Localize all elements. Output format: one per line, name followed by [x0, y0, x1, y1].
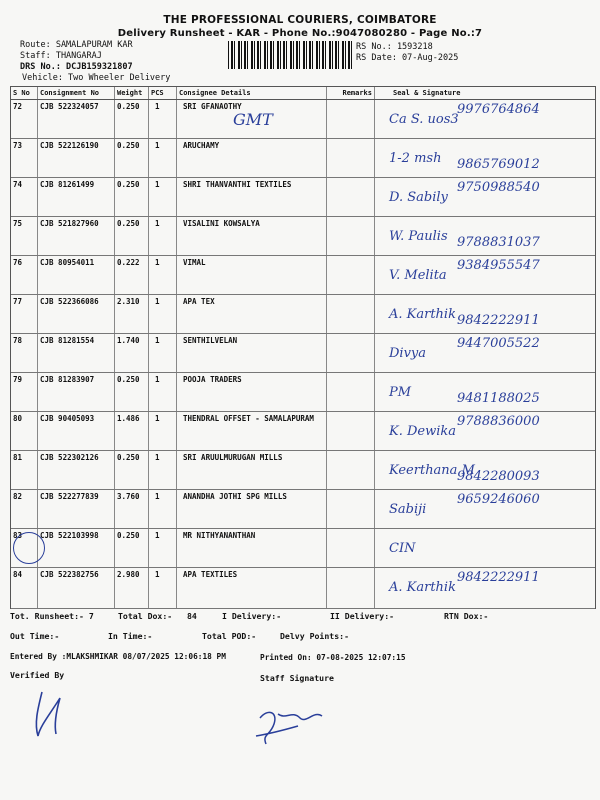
- company-title: THE PROFESSIONAL COURIERS, COIMBATORE: [163, 14, 437, 26]
- cell-pcs: 1: [149, 451, 177, 489]
- cell-weight: 3.760: [115, 490, 149, 528]
- cell-details: SHRI THANVANTHI TEXTILES: [177, 178, 327, 216]
- cell-remarks: [327, 100, 375, 138]
- cell-sno: 76: [11, 256, 38, 294]
- cell-weight: 0.250: [115, 373, 149, 411]
- cell-consignment: CJB 522126190: [38, 139, 115, 177]
- cell-remarks: [327, 295, 375, 333]
- in-time: In Time:-: [108, 631, 153, 641]
- col-weight: Weight: [115, 87, 149, 99]
- cell-seal-signature: [375, 139, 595, 177]
- cell-remarks: [327, 412, 375, 450]
- handwritten-signature: K. Dewika: [389, 424, 457, 439]
- cell-sno: 84: [11, 568, 38, 608]
- circled-mark: [13, 532, 45, 564]
- handwritten-phone: 9842280093: [457, 469, 540, 484]
- cell-details: APA TEXTILES: [177, 568, 327, 608]
- table-header: [11, 87, 595, 100]
- col-pcs: PCS: [149, 87, 177, 99]
- handwritten-phone: 9842222911: [457, 570, 540, 585]
- cell-details: VIMAL: [177, 256, 327, 294]
- cell-pcs: 1: [149, 100, 177, 138]
- cell-consignment: CJB 522366086: [38, 295, 115, 333]
- delvy-points: Delvy Points:-: [280, 631, 350, 641]
- handwritten-phone: 9788836000: [457, 414, 540, 429]
- cell-pcs: 1: [149, 412, 177, 450]
- rs-number: RS No.: 1593218: [356, 42, 433, 52]
- cell-pcs: 1: [149, 295, 177, 333]
- handwritten-signature: Sabiji: [389, 502, 427, 517]
- cell-seal-signature: [375, 256, 595, 294]
- staff-signature-label: Staff Signature: [260, 673, 334, 683]
- cell-weight: 1.740: [115, 334, 149, 372]
- cell-sno: 75: [11, 217, 38, 255]
- col-sno: S No: [11, 87, 38, 99]
- cell-remarks: [327, 568, 375, 608]
- cell-details: ANANDHA JOTHI SPG MILLS: [177, 490, 327, 528]
- handwritten-signature: Keerthana M: [389, 463, 475, 478]
- cell-weight: 0.222: [115, 256, 149, 294]
- cell-details: POOJA TRADERS: [177, 373, 327, 411]
- handwritten-signature: CIN: [389, 541, 416, 556]
- staff-label: Staff: THANGARAJ: [20, 51, 102, 61]
- verified-signature: [20, 678, 90, 748]
- cell-weight: 1.486: [115, 412, 149, 450]
- cell-details: VISALINI KOWSALYA: [177, 217, 327, 255]
- cell-seal-signature: [375, 568, 595, 608]
- table-row: [11, 217, 595, 256]
- vehicle-label: Vehicle: Two Wheeler Delivery: [22, 73, 171, 83]
- handwritten-signature: Divya: [389, 346, 427, 361]
- handwritten-signature: A. Karthik: [389, 580, 456, 595]
- cell-seal-signature: [375, 529, 595, 567]
- cell-consignment: CJB 522103998: [38, 529, 115, 567]
- cell-sno: 78: [11, 334, 38, 372]
- table-row: [11, 178, 595, 217]
- table-row: [11, 373, 595, 412]
- staff-signature: [248, 690, 338, 760]
- table-row: [11, 529, 595, 568]
- cell-consignment: CJB 522277839: [38, 490, 115, 528]
- cell-pcs: 1: [149, 568, 177, 608]
- ii-delivery: II Delivery:-: [330, 611, 395, 621]
- cell-details: SRI ARUULMURUGAN MILLS: [177, 451, 327, 489]
- cell-consignment: CJB 81283907: [38, 373, 115, 411]
- runsheet-title: Delivery Runsheet - KAR - Phone No.:9047080280 - Page No.:7: [117, 28, 483, 39]
- cell-seal-signature: [375, 490, 595, 528]
- cell-consignment: CJB 521827960: [38, 217, 115, 255]
- table-row: [11, 334, 595, 373]
- handwritten-phone: 9659246060: [457, 492, 540, 507]
- cell-consignment: CJB 522382756: [38, 568, 115, 608]
- route-label: Route: SAMALAPURAM KAR: [20, 40, 133, 50]
- cell-details: APA TEX: [177, 295, 327, 333]
- cell-weight: 0.250: [115, 529, 149, 567]
- cell-consignment: CJB 81261499: [38, 178, 115, 216]
- cell-pcs: 1: [149, 178, 177, 216]
- cell-pcs: 1: [149, 529, 177, 567]
- entered-by: Entered By :MLAKSHMIKAR 08/07/2025 12:06:18 PM: [10, 652, 226, 661]
- cell-details: THENDRAL OFFSET - SAMALAPURAM: [177, 412, 327, 450]
- printed-on: Printed On: 07-08-2025 12:07:15: [260, 653, 406, 662]
- cell-consignment: CJB 81281554: [38, 334, 115, 372]
- handwritten-phone: 9865769012: [457, 157, 540, 172]
- cell-consignment: CJB 90405093: [38, 412, 115, 450]
- barcode: [228, 41, 352, 69]
- col-details: Consignee Details: [177, 87, 327, 99]
- drs-number: DRS No.: DCJB159321807: [20, 62, 133, 72]
- handwritten-phone: 9842222911: [457, 313, 540, 328]
- table-row: [11, 490, 595, 529]
- tot-runsheet: Tot. Runsheet:- 7: [10, 611, 94, 621]
- cell-remarks: [327, 139, 375, 177]
- cell-sno: 74: [11, 178, 38, 216]
- cell-consignment: CJB 522324057: [38, 100, 115, 138]
- handwritten-signature: A. Karthik: [389, 307, 456, 322]
- cell-details: SRI GFANAOTHY: [177, 100, 327, 138]
- cell-weight: 2.310: [115, 295, 149, 333]
- col-seal: Seal & Signature: [393, 89, 461, 97]
- handwritten-signature: PM: [389, 385, 412, 400]
- cell-sno: 83: [11, 529, 38, 567]
- cell-seal-signature: [375, 295, 595, 333]
- out-time: Out Time:-: [10, 631, 60, 641]
- handwritten-phone: 9976764864: [457, 102, 540, 117]
- handwritten-signature: W. Paulis: [389, 229, 448, 244]
- cell-seal-signature: [375, 217, 595, 255]
- cell-sno: 77: [11, 295, 38, 333]
- handwritten-signature: D. Sabily: [389, 190, 448, 205]
- cell-seal-signature: [375, 451, 595, 489]
- handwritten-signature: 1-2 msh: [389, 151, 442, 166]
- cell-remarks: [327, 373, 375, 411]
- cell-details: SENTHILVELAN: [177, 334, 327, 372]
- cell-details: MR NITHYANANTHAN: [177, 529, 327, 567]
- handwritten-phone: 9447005522: [457, 336, 540, 351]
- cell-pcs: 1: [149, 490, 177, 528]
- delivery-table: [10, 86, 596, 609]
- cell-seal-signature: [375, 100, 595, 138]
- cell-remarks: [327, 178, 375, 216]
- cell-pcs: 1: [149, 334, 177, 372]
- cell-pcs: 1: [149, 217, 177, 255]
- cell-remarks: [327, 451, 375, 489]
- handwritten-remark: GMT: [233, 110, 273, 129]
- handwritten-phone: 9750988540: [457, 180, 540, 195]
- cell-sno: 80: [11, 412, 38, 450]
- total-dox-value: 84: [187, 611, 197, 621]
- rs-date: RS Date: 07-Aug-2025: [356, 53, 459, 63]
- handwritten-signature: Ca S. uos3: [389, 112, 459, 127]
- cell-weight: 0.250: [115, 139, 149, 177]
- cell-sno: 73: [11, 139, 38, 177]
- cell-remarks: [327, 490, 375, 528]
- table-row: [11, 451, 595, 490]
- cell-sno: 82: [11, 490, 38, 528]
- cell-weight: 0.250: [115, 217, 149, 255]
- cell-consignment: CJB 80954011: [38, 256, 115, 294]
- table-row: [11, 256, 595, 295]
- cell-pcs: 1: [149, 373, 177, 411]
- cell-weight: 2.980: [115, 568, 149, 608]
- cell-remarks: [327, 334, 375, 372]
- cell-sno: 79: [11, 373, 38, 411]
- rtn-dox: RTN Dox:-: [444, 611, 489, 621]
- cell-remarks: [327, 217, 375, 255]
- table-row: [11, 139, 595, 178]
- cell-remarks: [327, 529, 375, 567]
- col-consignment: Consignment No: [38, 87, 115, 99]
- col-remarks: Remarks: [327, 87, 375, 99]
- cell-seal-signature: [375, 334, 595, 372]
- cell-pcs: 1: [149, 139, 177, 177]
- total-pod: Total POD:-: [202, 631, 257, 641]
- verified-by: Verified By: [10, 670, 65, 680]
- cell-pcs: 1: [149, 256, 177, 294]
- table-row: [11, 295, 595, 334]
- table-row: [11, 568, 595, 609]
- table-row: [11, 412, 595, 451]
- cell-weight: 0.250: [115, 451, 149, 489]
- handwritten-phone: 9788831037: [457, 235, 540, 250]
- table-row: [11, 100, 595, 139]
- cell-sno: 72: [11, 100, 38, 138]
- total-dox-label: Total Dox:-: [118, 611, 173, 621]
- cell-details: ARUCHAMY: [177, 139, 327, 177]
- cell-weight: 0.250: [115, 178, 149, 216]
- handwritten-phone: 9384955547: [457, 258, 540, 273]
- handwritten-signature: V. Melita: [389, 268, 447, 283]
- cell-seal-signature: [375, 412, 595, 450]
- cell-weight: 0.250: [115, 100, 149, 138]
- cell-consignment: CJB 522302126: [38, 451, 115, 489]
- handwritten-phone: 9481188025: [457, 391, 540, 406]
- cell-remarks: [327, 256, 375, 294]
- cell-seal-signature: [375, 178, 595, 216]
- cell-seal-signature: [375, 373, 595, 411]
- i-delivery: I Delivery:-: [222, 611, 282, 621]
- cell-sno: 81: [11, 451, 38, 489]
